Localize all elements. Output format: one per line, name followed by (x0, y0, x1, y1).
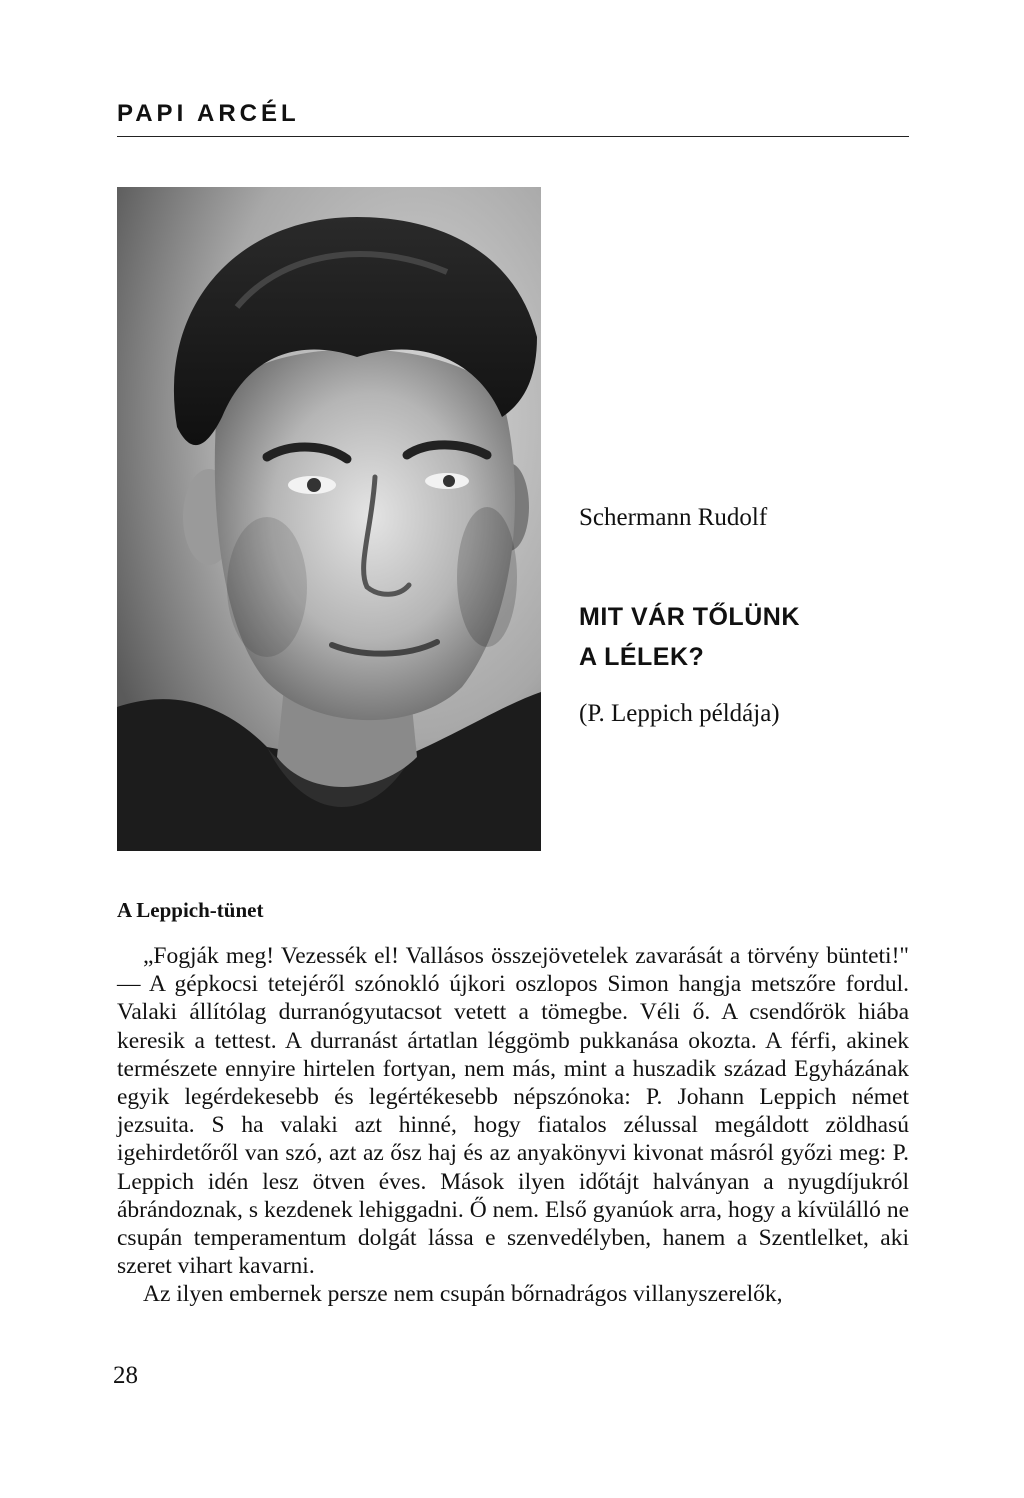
article-title (579, 597, 800, 677)
body-text (117, 942, 909, 1309)
paragraph: „Fogják meg! Vezessék el! Vallásos összejövetelek zavarását a törvény bünteti!" — A gépkocsi tetejéről szónokló újkori oszlopos Simon hangja metszőre fordul. Valaki állítólag durranógyutacsot vetett a tömegbe. Véli ő. A csendőrök hiába keresik a tettest. A durranást ártatlan léggömb pukkanása okozta. A férfi, akinek természete ennyire hirtelen fortyan, nem más, mint a huszadik század Egyházának egyik legérdekesebb és legértékesebb népszónoka: P. Johann Leppich német jezsuita. S ha valaki azt hinné, hogy fiatalos zélussal megáldott zöldhasú igehirdetőről van szó, azt az ősz haj és az anyakönyvi kivonat másról győzi meg: P. Leppich idén lesz ötven éves. Mások ilyen időtájt halványan a nyugdíjukról ábrándoznak, s kezdenek lehiggadni. Ő nem. Első gyanúok arra, hogy a kívülálló ne csupán temperamentum dolgát lássa e szenvedélyben, hanem a Szentlelket, aki szeret vihart kavarni. (117, 943, 909, 1280)
page-number: 28 (113, 1362, 138, 1389)
running-head: PAPI ARCÉL (117, 100, 300, 127)
article-title-line-1: MIT VÁR TŐLÜNK (579, 603, 800, 631)
header-rule (117, 136, 909, 137)
article-subtitle: (P. Leppich példája) (579, 700, 780, 727)
portrait-photo (117, 187, 541, 851)
section-heading: A Leppich-tünet (117, 898, 264, 922)
author-name: Schermann Rudolf (579, 504, 768, 531)
paragraph: Az ilyen embernek persze nem csupán bőrnadrágos villanyszerelők, (143, 1281, 783, 1308)
article-title-line-2: A LÉLEK? (579, 643, 705, 671)
portrait-illustration (117, 187, 541, 851)
